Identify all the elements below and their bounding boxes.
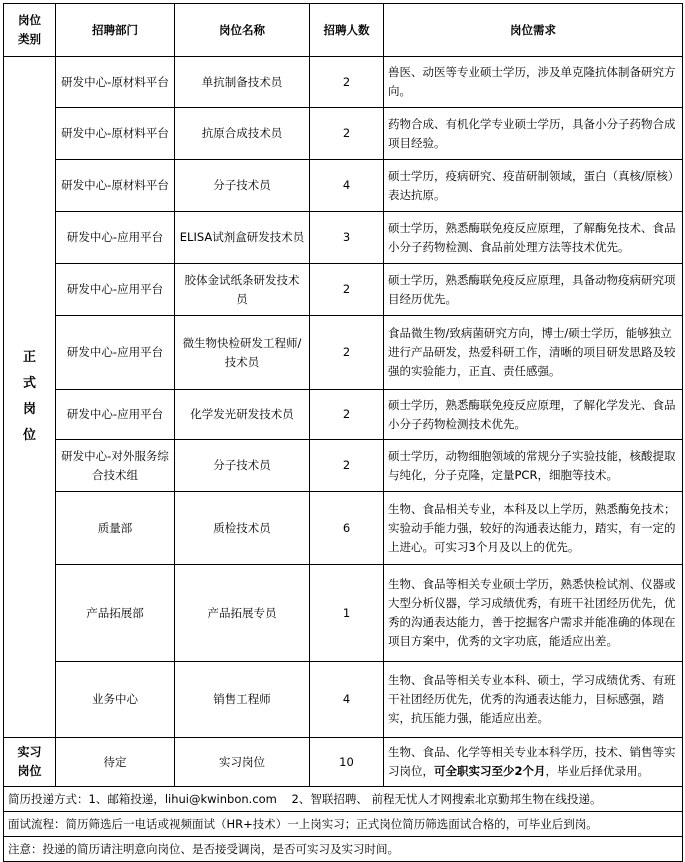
requirements-cell: 硕士学历，熟悉酶联免疫反应原理，了解酶免技术、食品小分子药物检测、食品前处理方法等技术优先。 <box>384 212 683 264</box>
header-requirements: 岗位需求 <box>384 4 683 57</box>
interview-process: 面试流程：简历筛选后一电话或视频面试（HR+技术）一上岗实习；正式岗位简历筛选面试合格的，可毕业后到岗。 <box>4 812 683 837</box>
category-formal: 正 式 岗 位 <box>4 57 56 738</box>
count-cell: 2 <box>310 390 384 440</box>
department-cell: 研发中心-原材料平台 <box>56 160 175 212</box>
position-cell: 分子技术员 <box>175 160 310 212</box>
header-department: 招聘部门 <box>56 4 175 57</box>
note: 注意：投递的简历请注明意向岗位、是否接受调岗，是否可实习及实习时间。 <box>4 837 683 862</box>
position-cell: 胶体金试纸条研发技术员 <box>175 264 310 316</box>
table-row <box>4 565 683 662</box>
footer-row-resume <box>4 787 683 812</box>
count-cell: 6 <box>310 492 384 565</box>
department-cell: 业务中心 <box>56 662 175 738</box>
position-cell: 微生物快检研发工程师/技术员 <box>175 316 310 390</box>
table-row <box>4 57 683 108</box>
count-cell: 4 <box>310 662 384 738</box>
department-cell: 研发中心-应用平台 <box>56 264 175 316</box>
footer-row-interview <box>4 812 683 837</box>
position-cell: 质检技术员 <box>175 492 310 565</box>
table-row <box>4 160 683 212</box>
requirements-cell: 硕士学历，疫病研究、疫苗研制领域，蛋白（真核/原核）表达抗原。 <box>384 160 683 212</box>
intern-requirements-text: 生物、食品、化学等相关专业本科学历，技术、销售等实习岗位， <box>388 745 676 778</box>
department-cell: 研发中心-应用平台 <box>56 212 175 264</box>
position-cell: 抗原合成技术员 <box>175 108 310 160</box>
department-cell: 待定 <box>56 738 175 787</box>
table-row <box>4 662 683 738</box>
count-cell: 2 <box>310 108 384 160</box>
requirements-cell: 生物、食品等相关专业本科、硕士，学习成绩优秀、有班干社团经历优先，优秀的沟通表达能力，目标感强，踏实，抗压能力强，能适应出差。 <box>384 662 683 738</box>
position-cell: 单抗制备技术员 <box>175 57 310 108</box>
table-row <box>4 264 683 316</box>
header-position: 岗位名称 <box>175 4 310 57</box>
department-cell: 质量部 <box>56 492 175 565</box>
department-cell: 研发中心-对外服务综合技术组 <box>56 440 175 492</box>
table-row <box>4 108 683 160</box>
position-cell: 销售工程师 <box>175 662 310 738</box>
header-count: 招聘人数 <box>310 4 384 57</box>
resume-channels-text: 简历投递方式：1、邮箱投递， <box>8 791 165 806</box>
resume-channels <box>4 787 683 812</box>
count-cell: 4 <box>310 160 384 212</box>
footer-row-note <box>4 837 683 862</box>
count-cell: 2 <box>310 264 384 316</box>
requirements-cell: 硕士学历，熟悉酶联免疫反应原理，具备动物疫病研究项目经历优先。 <box>384 264 683 316</box>
department-cell: 研发中心-应用平台 <box>56 316 175 390</box>
table-row <box>4 440 683 492</box>
position-cell: 实习岗位 <box>175 738 310 787</box>
requirements-cell: 药物合成、有机化学专业硕士学历，具备小分子药物合成项目经验。 <box>384 108 683 160</box>
count-cell: 2 <box>310 440 384 492</box>
position-cell: 化学发光研发技术员 <box>175 390 310 440</box>
requirements-cell: 硕士学历，动物细胞领域的常规分子实验技能，核酸提取与纯化，分子克隆，定量PCR，细胞等技术。 <box>384 440 683 492</box>
requirements-cell: 生物、食品相关专业，本科及以上学历，熟悉酶免技术；实验动手能力强，较好的沟通表达能力，踏实，有一定的上进心。可实习3个月及以上的优先。 <box>384 492 683 565</box>
intern-requirements-tail: ，毕业后择优录用。 <box>545 764 650 778</box>
requirements-cell: 硕士学历，熟悉酶联免疫反应原理，了解化学发光、食品小分子药物检测技术优先。 <box>384 390 683 440</box>
position-cell: ELISA试剂盒研发技术员 <box>175 212 310 264</box>
table-row-intern <box>4 738 683 787</box>
table-header-row <box>4 4 683 57</box>
intern-requirements-emphasis: 可全职实习至少2个月 <box>434 764 546 778</box>
table-row <box>4 492 683 565</box>
requirements-cell: 生物、食品等相关专业硕士学历，熟悉快检试剂、仪器或大型分析仪器，学习成绩优秀，有班干社团经历优先，优秀的沟通表达能力，善于挖掘客户需求并能准确的体现在项目方案中，优秀的文字功底，能适应出差。 <box>384 565 683 662</box>
department-cell: 产品拓展部 <box>56 565 175 662</box>
count-cell: 10 <box>310 738 384 787</box>
department-cell: 研发中心-应用平台 <box>56 390 175 440</box>
count-cell: 1 <box>310 565 384 662</box>
table-row <box>4 390 683 440</box>
count-cell: 2 <box>310 57 384 108</box>
requirements-cell: 食品微生物/致病菌研究方向，博士/硕士学历，能够独立进行产品研发，热爱科研工作，清晰的项目研发思路及较强的实验能力，正直、责任感强。 <box>384 316 683 390</box>
department-cell: 研发中心-原材料平台 <box>56 108 175 160</box>
table-row <box>4 212 683 264</box>
recruitment-table <box>3 3 683 862</box>
requirements-cell <box>384 738 683 787</box>
table-row <box>4 316 683 390</box>
category-intern: 实习 岗位 <box>4 738 56 787</box>
position-cell: 分子技术员 <box>175 440 310 492</box>
count-cell: 2 <box>310 316 384 390</box>
requirements-cell: 兽医、动医等专业硕士学历，涉及单克隆抗体制备研究方向。 <box>384 57 683 108</box>
resume-email-link[interactable]: lihui@kwinbon.com <box>164 791 277 806</box>
resume-channels-text-2: 2、智联招聘、 前程无忧人才网搜索北京勤邦生物在线投递。 <box>291 791 602 806</box>
count-cell: 3 <box>310 212 384 264</box>
header-category: 岗位 类别 <box>4 4 56 57</box>
position-cell: 产品拓展专员 <box>175 565 310 662</box>
department-cell: 研发中心-原材料平台 <box>56 57 175 108</box>
